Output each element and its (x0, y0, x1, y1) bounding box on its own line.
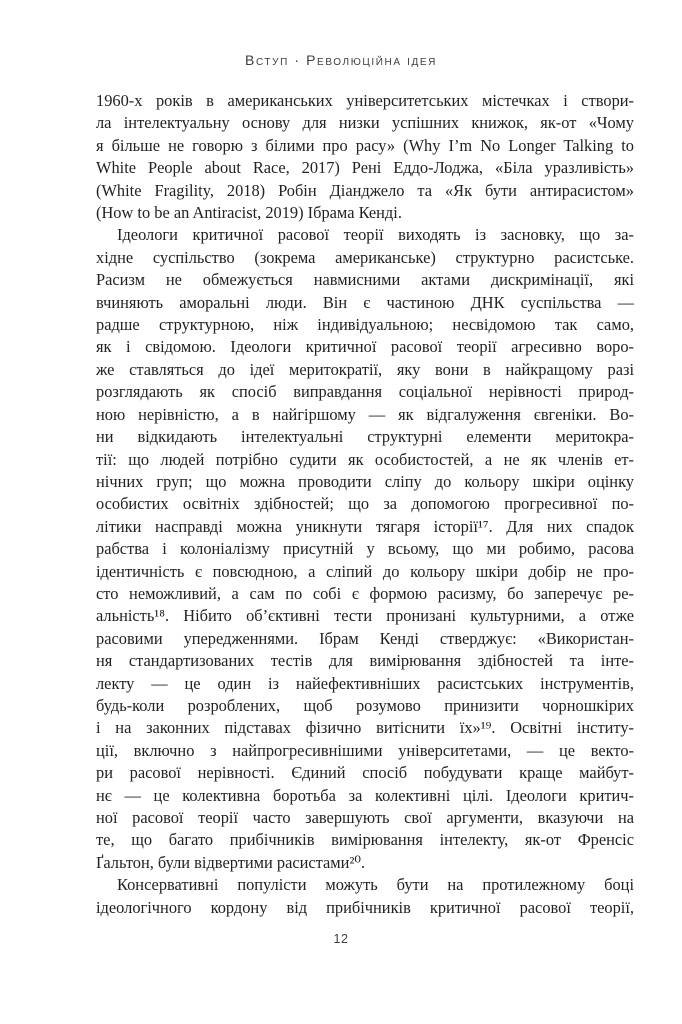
text-line: Ідеологи критичної расової теорії виходять із засновку, що за- (117, 225, 634, 245)
text-line: 1960-х років в американських університетських містечках і створи- (96, 91, 634, 110)
text-line: ідентичність є повсюдною, а сліпий до кольору шкіри добір не про- (96, 561, 634, 581)
text-line: альність¹⁸. Нібито об’єктивні тести пронизані культурними, а отже (96, 606, 634, 626)
text-line: рабства і колоніалізму присутній у всьому, що ми робимо, расова (96, 539, 634, 559)
text-line: ною нерівністю, а в найгіршому — як відгалуження євгеніки. Во- (96, 404, 634, 424)
text-line: радше структурною, ніж індивідуальною; несвідомою так само, (96, 315, 634, 335)
text-line: хідне суспільство (зокрема американське) структурно расистське. (96, 247, 634, 267)
text-line: ла інтелектуальну основу для низки успішних книжок, як-от «Чому (96, 113, 634, 133)
text-line: Ґальтон, були відвертими расистами²⁰. (96, 852, 366, 872)
text-line: особистих освітніх здібностей; що за допомогою прогресивної по- (96, 494, 634, 514)
text-line: White People about Race, 2017) Рені Еддо-Лоджа, «Біла уразливість» (96, 158, 634, 178)
text-line: тії: що людей потрібно судити як особистостей, а не як членів ет- (96, 449, 634, 469)
text-line: будь-коли розроблених, щоб розумово принизити чорношкірих (96, 695, 634, 715)
text-line: те, що багато прибічників вимірювання інтелекту, як-от Френсіс (96, 830, 634, 850)
text-line: ції, включно з найпрогресивнішими університетами, — це векто- (96, 740, 634, 760)
text-line: сто неможливий, а сам по собі є формою расизму, бо заперечує ре- (96, 583, 634, 603)
text-line: ня стандартизованих тестів для вимірювання здібностей та інте- (96, 651, 634, 671)
page-number: 12 (333, 932, 349, 946)
running-header: Вступ · Революційна ідея (245, 52, 437, 68)
text-line: лекту — це один із найефективніших расистських інструментів, (96, 673, 634, 693)
text-line: літики насправді можна уникнути тягаря історії¹⁷. Для них спадок (96, 516, 634, 536)
text-line: ідеологічного кордону від прибічників критичної расової теорії, (96, 897, 634, 917)
text-line: ної расової теорії часто завершують свої аргументи, вказуючи на (96, 808, 634, 827)
text-line: (White Fragility, 2018) Робін Діанджело та «Як бути антирасистом» (96, 180, 634, 200)
text-line: нє — це колективна боротьба за колективні цілі. Ідеологи критич- (96, 785, 634, 805)
text-line: нічних груп; що можна проводити сліпу до кольору шкіри оцінку (96, 471, 634, 491)
text-line: ри расової нерівності. Єдиний спосіб побудувати краще майбут- (96, 763, 634, 783)
text-line: і на законних підставах фізично витіснити їх»¹⁹. Освітні інститу- (96, 718, 634, 738)
text-line: же ставляться до ідеї меритократії, яку вони в найкращому разі (96, 359, 634, 379)
body-text (96, 90, 634, 919)
text-line: як і свідомою. Ідеологи критичної расової теорії агресивно воро- (96, 337, 634, 357)
text-line: я більше не говорю з білими про расу» (Why I’m No Longer Talking to (96, 135, 634, 155)
text-line: вчиняють аморальні люди. Він є частиною ДНК суспільства — (96, 292, 634, 312)
text-line: розглядають як спосіб виправдання соціальної нерівності природ- (96, 382, 634, 402)
text-line: расовими упередженнями. Ібрам Кенді стверджує: «Використан- (96, 628, 634, 648)
text-line: ни відкидають інтелектуальні структурні елементи меритокра- (96, 427, 634, 447)
text-line: (How to be an Antiracist, 2019) Ібрама Кенді. (96, 203, 402, 223)
text-line: Консервативні популісти можуть бути на протилежному боці (117, 875, 634, 895)
text-line: Расизм не обмежується навмисними актами дискримінації, які (96, 270, 634, 290)
